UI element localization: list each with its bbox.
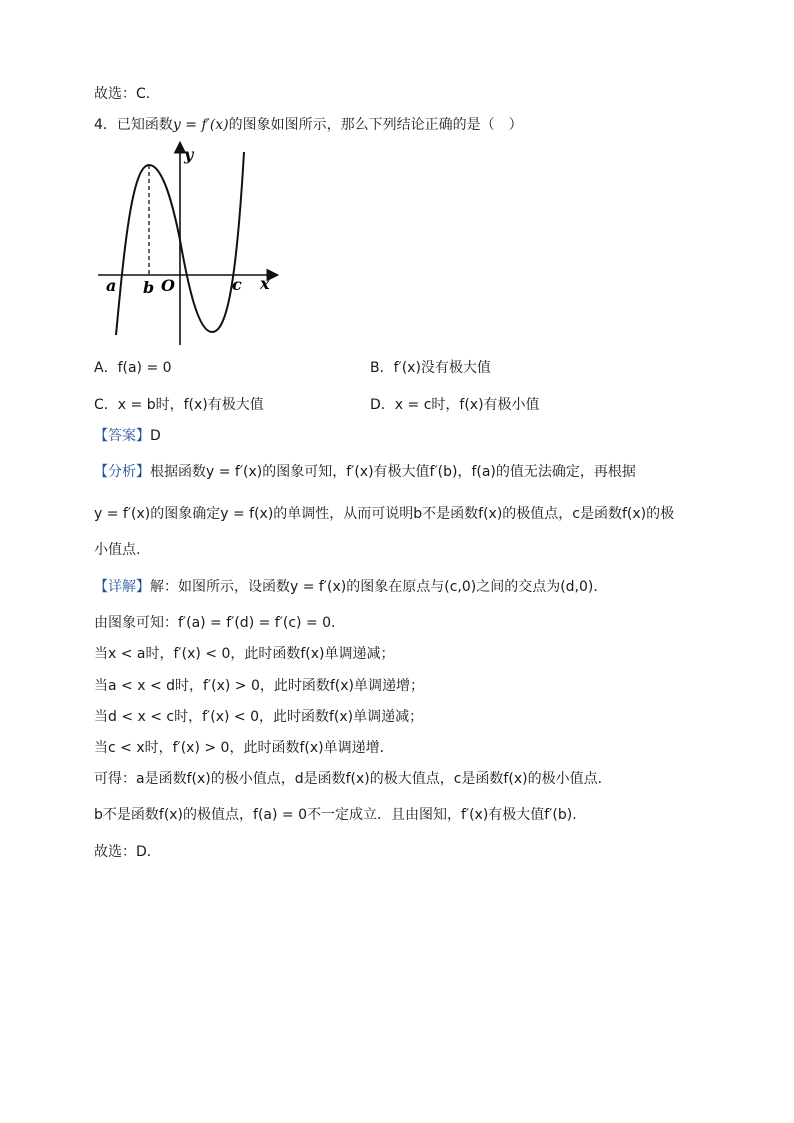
option-c: C．x = b时，f(x)有极大值 <box>94 397 264 413</box>
detail-line-6: 当c < x时，f′(x) > 0，此时函数f(x)单调递增． <box>94 740 394 756</box>
detail-line-4: 当a < x < d时，f′(x) > 0，此时函数f(x)单调递增； <box>94 678 425 694</box>
x-axis-label: x <box>260 274 270 293</box>
detail-text-1: 解：如图所示，设函数y = f′(x)的图象在原点与(c,0)之间的交点为(d,0)． <box>150 579 608 595</box>
y-axis-label: y <box>184 145 194 164</box>
analysis-tag: 【分析】 <box>94 464 150 480</box>
detail-line-1 <box>94 577 607 597</box>
analysis-text-1: 根据函数y = f′(x)的图象可知，f′(x)有极大值f′(b)，f(a)的值无法确定，再根据 <box>150 464 636 480</box>
option-d: D．x = c时，f(x)有极小值 <box>370 397 540 413</box>
label-b: b <box>143 278 155 297</box>
detail-line-2: 由图象可知：f′(a) = f′(d) = f′(c) = 0. <box>94 615 336 631</box>
detail-line-7: 可得：a是函数f(x)的极小值点，d是函数f(x)的极大值点，c是函数f(x)的极小值点． <box>94 771 612 787</box>
derivative-graph <box>94 140 284 350</box>
detail-tag: 【详解】 <box>94 579 150 595</box>
detail-line-9: 故选：D． <box>94 844 161 860</box>
origin-label: O <box>161 276 175 295</box>
label-a: a <box>106 276 117 295</box>
option-a: A．f(a) = 0 <box>94 360 172 376</box>
answer-line <box>94 426 161 446</box>
label-c: c <box>232 275 242 294</box>
analysis-line-2: y = f′(x)的图象确定y = f(x)的单调性，从而可说明b不是函数f(x)的极值点，c是函数f(x)的极 <box>94 506 675 522</box>
question-function: y = f′(x) <box>172 117 229 133</box>
question-number: 4． <box>94 117 117 133</box>
answer-value: D <box>150 428 161 444</box>
detail-line-8: b不是函数f(x)的极值点，f(a) = 0不一定成立．且由图知，f′(x)有极大值f′(b). <box>94 807 577 823</box>
answer-tag: 【答案】 <box>94 428 150 444</box>
detail-line-5: 当d < x < c时，f′(x) < 0，此时函数f(x)单调递减； <box>94 709 424 725</box>
analysis-line-3: 小值点. <box>94 542 141 558</box>
analysis-line-1 <box>94 462 636 482</box>
previous-answer: 故选：C. <box>94 86 151 102</box>
question-text-before: 已知函数 <box>116 117 173 133</box>
option-b: B．f′(x)没有极大值 <box>370 360 491 376</box>
question-text-after: 的图象如图所示，那么下列结论正确的是（ ） <box>228 117 523 133</box>
detail-line-3: 当x < a时，f′(x) < 0，此时函数f(x)单调递减； <box>94 646 395 662</box>
question-stem <box>94 115 523 135</box>
